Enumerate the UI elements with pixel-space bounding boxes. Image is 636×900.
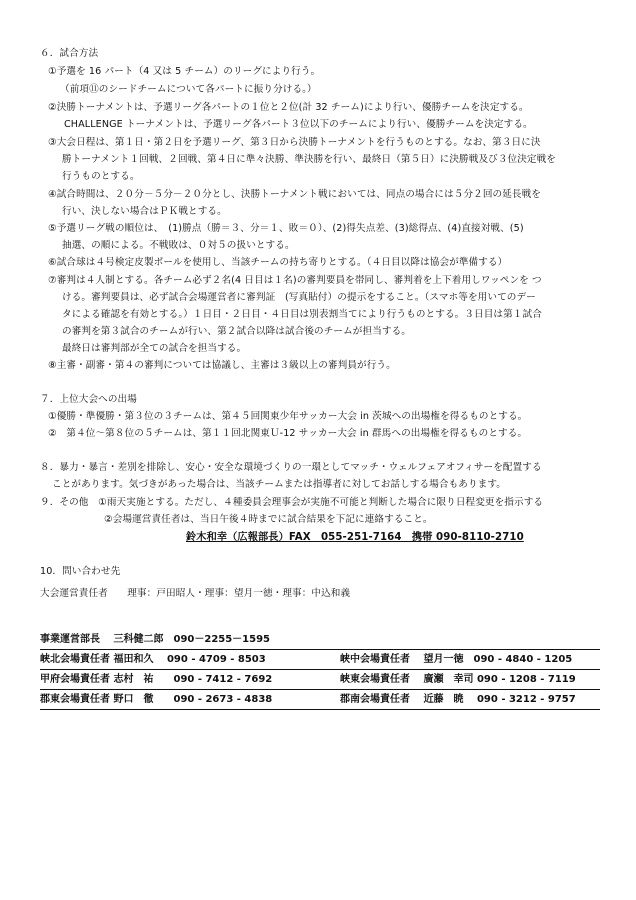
section6-line-14: ける。審判要員は、必ず試合会場運営者に審判証 (写真貼付）の提示をすること。（スマホ等を用いてのデー [62,292,536,303]
section6-line-13: ⑦審判は４人制とする。各チーム必ず２名(4 日目は１名)の審判要員を帯同し、審判着を上下着用しワッペンを つ [48,275,542,286]
section7-line-2: ② 第４位～第８位の５チームは、第１１回北関東Ｕ-12 サッカー大会 in 群馬への出場権を得るものとする。 [48,428,528,439]
section6-line-18: ⑧主審・副審・第４の審判については協議し、主審は３級以上の審判員が行う。 [48,360,396,371]
section7-heading: ７．上位大会への出場 [40,394,137,405]
section6-line-7: 行うものとする。 [62,171,140,182]
rule-4 [40,709,600,710]
section6-line-3: ②決勝トーナメントは、予選リーグ各パートの１位と２位(計 32 チーム)により行い、優勝チームを決定する。 [48,102,529,113]
section6-line-1: ①予選を 16 パート（4 又は 5 チーム）のリーグにより行う。 [48,66,321,77]
contact-kofu: 甲府会場責任者 志村 祐 090 - 7412 - 7692 [40,674,273,685]
contact-kyoto: 峡東会場責任者 廣瀬 幸司 090 - 1208 - 7119 [340,674,576,685]
section10-heading: 10．問い合わせ先 [40,566,121,577]
contact-gunnan: 郡南会場責任者 近藤 暁 090 - 3212 - 9757 [340,694,576,705]
section6-line-2: （前項⑪のシードチームについて各パートに振り分ける。） [60,84,317,95]
section6-line-12: ⑥試合球は４号検定皮製ボールを使用し、当該チームの持ち寄りとする。（４日目以降は協会が準備する） [48,257,508,268]
contact-kyohoku: 峡北会場責任者 福田和久 090 - 4709 - 8503 [40,654,266,665]
section6-line-16: の審判を第３試合のチームが行い、第２試合以降は試合後のチームが担当する。 [62,326,411,337]
section8-line-1: ８．暴力・暴言・差別を排除し、安心・安全な環境づくりの一環としてマッチ・ウェルフェアオフィサーを配置する [40,462,542,473]
section6-line-9: 行い、決しない場合はＰＫ戦とする。 [62,206,227,217]
section9-line-2: ②会場運営責任者は、当日午後４時までに試合結果を下記に連絡すること。 [104,514,433,525]
section6-line-11: 抽選、の順による。不戦敗は、０対５の扱いとする。 [62,240,295,251]
rule-3 [40,689,600,690]
section6-line-5: ③大会日程は、第１日・第２日を予選リーグ、第３日から決勝トーナメントを行うものとする。なお、第３日に決 [48,137,541,148]
section6-heading: ６．試合方法 [40,48,99,59]
rule-1 [40,649,600,650]
contact-kyochu: 峡中会場責任者 望月一徳 090 - 4840 - 1205 [340,654,573,665]
report-contact-line: 鈴木和幸（広報部長）FAX 055-251-7164 携帯 090-8110-2710 [186,532,524,543]
section6-line-6: 勝トーナメント１回戦、２回戦、第４日に準々決勝、準決勝を行い、最終日（第５日）に決勝戦及び３位決定戦を [62,154,556,165]
section10-managers: 大会運営責任者 理事：戸田昭人・理事：望月一徳・理事：中込和義 [40,588,351,599]
section6-line-10: ⑤予選リーグ戦の順位は、 (1)勝点（勝＝３、分＝１、敗＝０）、(2)得失点差、(3)総得点、(4)直接対戦、(5) [48,223,524,234]
section7-line-1: ①優勝・準優勝・第３位の３チームは、第４５回関東少年サッカー大会 in 茨城への出場権を得るものとする。 [48,411,528,422]
contact-business-manager: 事業運営部長 三科健二郎 090－2255－1595 [40,634,271,645]
section6-line-8: ④試合時間は、２０分－５分－２０分とし、決勝トーナメント戦においては、同点の場合には５分２回の延長戦を [48,189,542,200]
contact-gunto: 郡東会場責任者 野口 徹 090 - 2673 - 4838 [40,694,273,705]
section6-line-4: CHALLENGE トーナメントは、予選リーグ各パート３位以下のチームにより行い、優勝チームを決定する。 [64,119,533,130]
section9-line-1: ９．その他 ①雨天実施とする。ただし、４種委員会理事会が実施不可能と判断した場合に限り日程変更を指示する [40,497,544,508]
rule-2 [40,669,600,670]
section8-line-2: ことがあります。気づきがあった場合は、当該チームまたは指導者に対してお話しする場合もあります。 [52,479,506,490]
section6-line-15: タによる確認を有効とする。）１日目・２日目・４日目は別表割当てにより行うものとする。３日目は第１試合 [62,309,542,320]
section6-line-17: 最終日は審判部が全ての試合を担当する。 [62,343,247,354]
